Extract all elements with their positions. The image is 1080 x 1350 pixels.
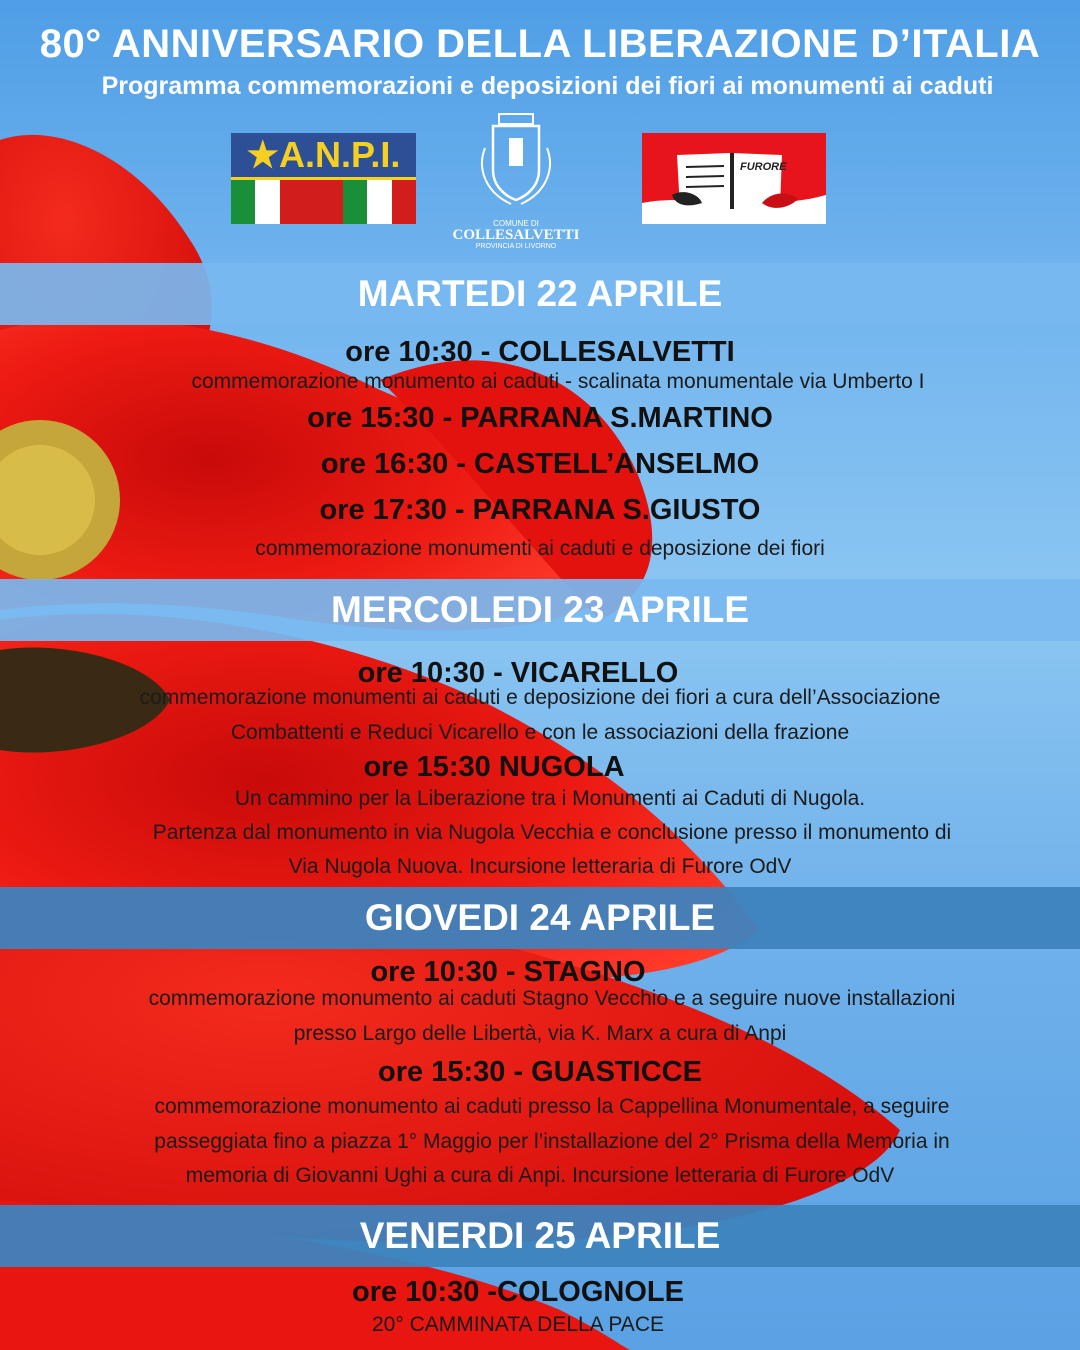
coat-of-arms-icon [471,108,561,218]
event-description: Combattenti e Reduci Vicarello e con le associazioni della frazione [230,721,850,744]
event-title: ore 10:30 - COLLESALVETTI [345,336,735,368]
anpi-logo-text: ★A.N.P.I. [231,133,416,177]
event-description: 20° CAMMINATA DELLA PACE [372,1313,664,1336]
page-subtitle: Programma commemorazioni e deposizioni dei fiori ai monumenti ai caduti [101,72,994,100]
event-title: ore 15:30 - PARRANA S.MARTINO [307,402,773,434]
event-description: Partenza dal monumento in via Nugola Vecchia e conclusione presso il monumento di [152,821,952,844]
comune-logo [448,108,584,253]
event-description: passeggiata fino a piazza 1° Maggio per l’installazione del 2° Prisma della Memoria in [154,1130,950,1153]
event-description: Via Nugola Nuova. Incursione letteraria di Furore OdV [288,855,792,878]
event-description: commemorazione monumento ai caduti presso la Cappellina Monumentale, a seguire [154,1095,950,1118]
event-title: ore 15:30 - GUASTICCE [378,1056,702,1088]
event-title: ore 10:30 -COLOGNOLE [352,1276,684,1308]
event-description: commemorazione monumento ai caduti - scalinata monumentale via Umberto I [191,370,925,393]
day-band-tuesday: MARTEDI 22 APRILE [0,263,1080,325]
day-band-thursday: GIOVEDI 24 APRILE [0,887,1080,949]
page-title: 80° ANNIVERSARIO DELLA LIBERAZIONE D’ITALIA [39,22,1041,66]
book-hands-icon [642,133,826,224]
flag-stripes [231,180,416,224]
comune-label-small: COMUNE DI [493,219,539,228]
comune-province: PROVINCIA DI LIVORNO [475,243,557,250]
event-title: ore 16:30 - CASTELL’ANSELMO [320,448,760,480]
furore-logo-text: FURORE [740,161,787,173]
event-description: presso Largo delle Libertà, via K. Marx a cura di Anpi [293,1022,787,1045]
event-description: memoria di Giovanni Ughi a cura di Anpi. Incursione letteraria di Furore OdV [185,1164,895,1187]
day-band-friday: VENERDI 25 APRILE [0,1205,1080,1267]
event-description: Un cammino per la Liberazione tra i Monumenti ai Caduti di Nugola. [234,787,866,810]
event-description: commemorazione monumenti ai caduti e deposizione dei fiori a cura dell’Associazione [139,686,941,709]
event-title: ore 17:30 - PARRANA S.GIUSTO [319,494,761,526]
furore-logo [642,133,826,224]
day-band-wednesday: MERCOLEDI 23 APRILE [0,579,1080,641]
anpi-logo [231,133,416,224]
event-title: ore 15:30 NUGOLA [363,751,625,783]
event-description: commemorazione monumento ai caduti Stagno Vecchio e a seguire nuove installazioni [148,987,956,1010]
event-description: commemorazione monumenti ai caduti e deposizione dei fiori [255,537,825,560]
event-title: ore 10:30 - VICARELLO [357,657,679,689]
event-title: ore 10:30 - STAGNO [370,956,646,988]
comune-name: COLLESALVETTI [452,227,580,243]
